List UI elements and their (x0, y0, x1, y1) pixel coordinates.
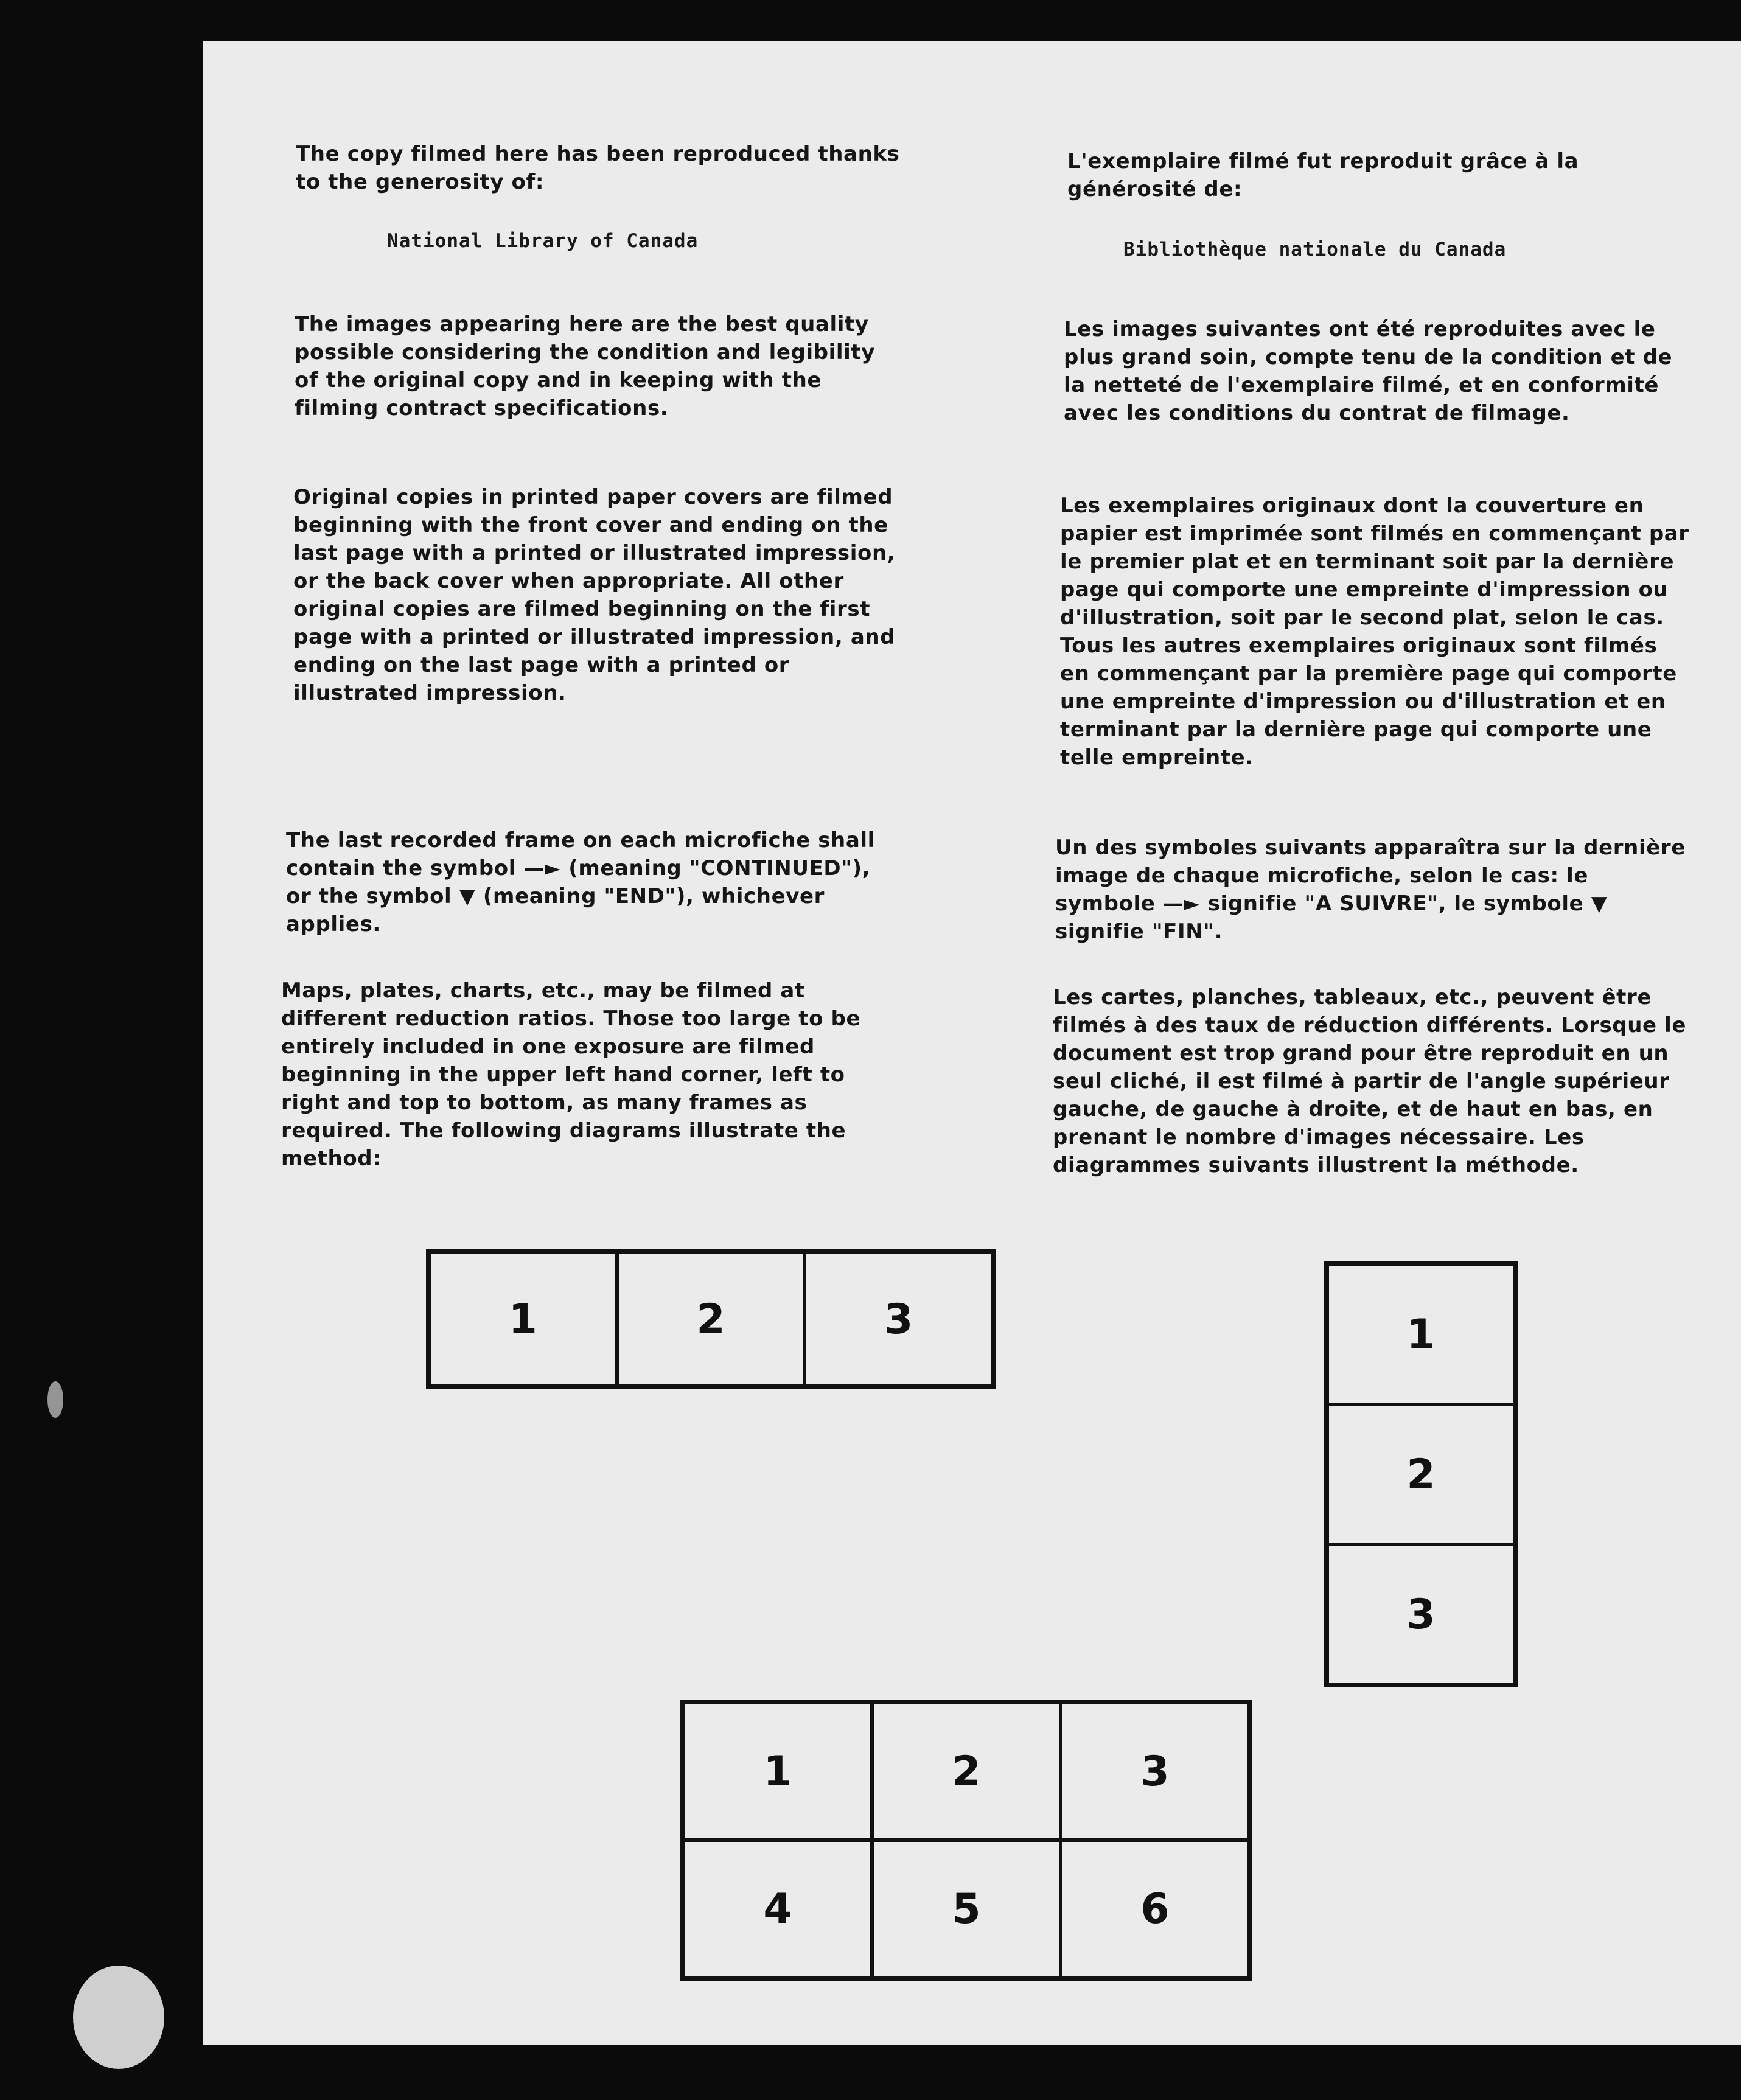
right-intro: L'exemplaire filmé fut reproduit grâce à la générosité de: (1067, 149, 1579, 201)
right-library-name: Bibliothèque nationale du Canada (1123, 239, 1507, 260)
right-maps-paragraph: Les cartes, planches, tableaux, etc., peuvent être filmés à des taux de réduction différents. Lorsque le document est trop grand pour être reproduit en un seul cliché, il est filmé à partir de l'angle supérieur gauche, de gauche à droite, et de haut en bas, en prenant le nombre d'images nécessaire. Les diagrammes suivants illustrent la méthode. (1053, 985, 1687, 1177)
frame-cell: 2 (872, 1703, 1061, 1840)
frame-cell: 6 (1061, 1840, 1249, 1978)
left-symbols-paragraph: The last recorded frame on each microfiche shall contain the symbol —► (meaning "CONTINUED"), or the symbol ▼ (meaning "END"), whichever applies. (286, 828, 875, 937)
continued-arrow-icon: —► (523, 856, 561, 881)
scan-artifact (73, 1966, 164, 2069)
frame-cell: 5 (872, 1840, 1061, 1978)
left-library-name: National Library of Canada (387, 230, 699, 252)
document-page (203, 41, 1741, 2045)
end-triangle-icon: ▼ (459, 884, 476, 909)
grid-frame-diagram (680, 1700, 1252, 1981)
end-triangle-icon: ▼ (1591, 891, 1608, 916)
frame-cell: 3 (804, 1252, 993, 1386)
right-quality-paragraph: Les images suivantes ont été reproduites avec le plus grand soin, compte tenu de la condition et de la netteté de l'exemplaire filmé, et en conformité avec les conditions du contrat de filmage. (1064, 317, 1673, 425)
frame-cell: 4 (683, 1840, 872, 1978)
frame-cell: 2 (1327, 1404, 1515, 1544)
right-symbols-paragraph: Un des symboles suivants apparaîtra sur la dernière image de chaque microfiche, selon le cas: le symbole —► signifie "A SUIVRE", le symbole ▼ signifie "FIN". (1055, 835, 1686, 944)
frame-cell: 1 (1327, 1265, 1515, 1404)
frame-cell: 1 (429, 1252, 617, 1386)
frame-cell: 2 (617, 1252, 805, 1386)
vertical-frame-diagram (1324, 1261, 1518, 1687)
scan-artifact (47, 1381, 63, 1418)
frame-cell: 1 (683, 1703, 872, 1840)
continued-arrow-icon: —► (1162, 891, 1201, 916)
left-originals-paragraph: Original copies in printed paper covers are filmed beginning with the front cover and ending on the last page with a printed or illustrated impression, or the back cover when appropriate. All other original copies are filmed beginning on the first page with a printed or illustrated impression, and ending on the last page with a printed or illustrated impression. (293, 485, 896, 705)
left-maps-paragraph: Maps, plates, charts, etc., may be filmed at different reduction ratios. Those too large to be entirely included in one exposure are filmed beginning in the upper left hand corner, left to right and top to bottom, as many frames as required. The following diagrams illustrate the method: (281, 978, 861, 1171)
horizontal-frame-diagram (426, 1249, 996, 1389)
frame-cell: 3 (1061, 1703, 1249, 1840)
left-intro: The copy filmed here has been reproduced thanks to the generosity of: (296, 142, 900, 194)
frame-cell: 3 (1327, 1544, 1515, 1684)
right-originals-paragraph: Les exemplaires originaux dont la couverture en papier est imprimée sont filmés en commençant par le premier plat et en terminant soit par la dernière page qui comporte une empreinte d'impression ou d'illustration, soit par le second plat, selon le cas. Tous les autres exemplaires originaux sont filmés en commençant par la première page qui comporte une empreinte d'impression ou d'illustration et en terminant par la dernière page qui comporte une telle empreinte. (1060, 494, 1689, 770)
left-quality-paragraph: The images appearing here are the best quality possible considering the condition and legibility of the original copy and in keeping with the filming contract specifications. (295, 312, 876, 420)
